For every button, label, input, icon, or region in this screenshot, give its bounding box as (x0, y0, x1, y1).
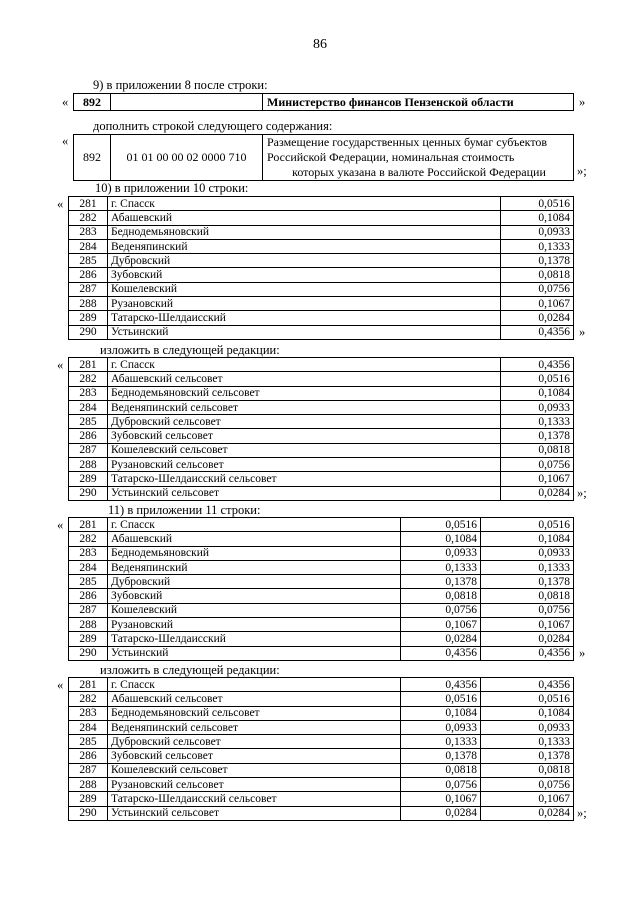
cell-name: Веденяпинский (108, 239, 501, 253)
cell-num: 290 (69, 486, 108, 500)
cell-num: 290 (69, 646, 108, 660)
cell-v2: 0,1067 (481, 792, 574, 806)
close-quote: » (579, 95, 586, 109)
cell-v2: 0,0756 (481, 778, 574, 792)
table-row (69, 518, 574, 532)
cell-v1: 0,1067 (501, 297, 574, 311)
table-row (69, 297, 574, 311)
table-row (69, 589, 574, 603)
table-row (69, 532, 574, 546)
table-row (69, 211, 574, 225)
cell-v1: 0,0933 (401, 546, 481, 560)
cell-num: 281 (69, 358, 108, 372)
close-quote: »; (577, 806, 587, 820)
table-row (69, 678, 574, 692)
cell-v2: 0,0284 (481, 632, 574, 646)
cell-name: г. Спасск (108, 678, 401, 692)
cell-name: г. Спасск (108, 358, 501, 372)
cell-num: 288 (69, 458, 108, 472)
cell-name: Устьинский сельсовет (108, 806, 401, 820)
open-quote: « (57, 197, 64, 211)
cell-v1: 0,1067 (401, 618, 481, 632)
open-quote: « (57, 518, 64, 532)
cell-v2: 0,1084 (481, 532, 574, 546)
cell-v1: 0,0516 (501, 372, 574, 386)
cell-v1: 0,0284 (401, 632, 481, 646)
cell-num: 283 (69, 706, 108, 720)
table-row (69, 443, 574, 457)
name-line: Российской Федерации, номинальная стоимость (267, 150, 515, 164)
cell-num: 285 (69, 415, 108, 429)
table-row (69, 546, 574, 560)
cell-name: Устьинский сельсовет (108, 486, 501, 500)
cell-num: 284 (69, 400, 108, 414)
open-quote: « (57, 358, 64, 372)
cell-v2: 0,0933 (481, 546, 574, 560)
table-row (69, 706, 574, 720)
table-row (69, 386, 574, 400)
cell-num: 288 (69, 618, 108, 632)
cell-v1: 0,1067 (501, 472, 574, 486)
cell-v1: 0,0933 (501, 225, 574, 239)
cell-name: г. Спасск (108, 518, 401, 532)
table-row (69, 311, 574, 325)
table-row (69, 197, 574, 211)
cell-num: 289 (69, 792, 108, 806)
cell-code: 892 (74, 135, 111, 181)
name-line: которых указана в валюте Российской Федерации (292, 165, 546, 179)
table-row (69, 632, 574, 646)
cell-name: Рузановский (108, 297, 501, 311)
page-number: 86 (313, 37, 327, 52)
table-row (69, 763, 574, 777)
cell-v1: 0,0516 (401, 518, 481, 532)
item10-redaction-heading: изложить в следующей редакции: (100, 343, 280, 357)
cell-num: 286 (69, 268, 108, 282)
cell-num: 287 (69, 443, 108, 457)
cell-name: Абашевский (108, 532, 401, 546)
item11-new-table (68, 677, 574, 821)
cell-v1: 0,4356 (501, 358, 574, 372)
cell-v2: 0,1333 (481, 560, 574, 574)
cell-name: Министерство финансов Пензенской области (263, 94, 574, 111)
cell-name (263, 135, 574, 181)
cell-kbk: 01 01 00 00 02 0000 710 (111, 135, 263, 181)
cell-v1: 0,1333 (401, 735, 481, 749)
cell-v2: 0,0516 (481, 518, 574, 532)
cell-num: 284 (69, 239, 108, 253)
cell-v1: 0,0516 (401, 692, 481, 706)
cell-v1: 0,0756 (501, 282, 574, 296)
cell-v1: 0,0818 (401, 763, 481, 777)
cell-name: Зубовский сельсовет (108, 749, 401, 763)
table-row (69, 372, 574, 386)
cell-v1: 0,0756 (401, 778, 481, 792)
cell-num: 282 (69, 211, 108, 225)
cell-name: Беднодемьяновский (108, 546, 401, 560)
cell-v2: 0,1378 (481, 749, 574, 763)
cell-num: 281 (69, 518, 108, 532)
cell-name: Рузановский (108, 618, 401, 632)
cell-num: 286 (69, 429, 108, 443)
cell-kbk (111, 94, 263, 111)
cell-name: Абашевский сельсовет (108, 692, 401, 706)
open-quote: « (62, 95, 69, 109)
table-row (69, 778, 574, 792)
cell-name: Кошелевский (108, 282, 501, 296)
table-row (69, 400, 574, 414)
cell-num: 286 (69, 589, 108, 603)
table-row (69, 692, 574, 706)
cell-num: 289 (69, 311, 108, 325)
cell-v1: 0,1333 (401, 560, 481, 574)
cell-v1: 0,0818 (501, 268, 574, 282)
table-row (69, 603, 574, 617)
cell-v2: 0,1333 (481, 735, 574, 749)
cell-v1: 0,1333 (501, 415, 574, 429)
cell-v2: 0,0818 (481, 589, 574, 603)
cell-v1: 0,1378 (501, 254, 574, 268)
cell-name: Татарско-Шелдаисский (108, 311, 501, 325)
cell-num: 283 (69, 225, 108, 239)
cell-name: Беднодемьяновский (108, 225, 501, 239)
cell-name: Зубовский сельсовет (108, 429, 501, 443)
name-line: Размещение государственных ценных бумаг субъектов (267, 135, 548, 149)
cell-v1: 0,1378 (401, 575, 481, 589)
cell-v1: 0,0516 (501, 197, 574, 211)
cell-name: Зубовский (108, 589, 401, 603)
item10-heading: 10) в приложении 10 строки: (95, 181, 249, 195)
cell-num: 289 (69, 632, 108, 646)
cell-num: 287 (69, 763, 108, 777)
cell-num: 281 (69, 678, 108, 692)
cell-name: Веденяпинский сельсовет (108, 720, 401, 734)
cell-num: 284 (69, 560, 108, 574)
cell-name: Веденяпинский сельсовет (108, 400, 501, 414)
cell-v2: 0,0284 (481, 806, 574, 820)
cell-v2: 0,1067 (481, 618, 574, 632)
cell-num: 282 (69, 372, 108, 386)
cell-v2: 0,1084 (481, 706, 574, 720)
cell-name: Татарско-Шелдаисский (108, 632, 401, 646)
cell-num: 286 (69, 749, 108, 763)
cell-v1: 0,1067 (401, 792, 481, 806)
cell-code: 892 (74, 94, 111, 111)
cell-v1: 0,4356 (501, 325, 574, 339)
table-row (69, 225, 574, 239)
table-row (69, 429, 574, 443)
table-row (69, 749, 574, 763)
cell-num: 287 (69, 282, 108, 296)
table-row (69, 239, 574, 253)
item10-old-table (68, 196, 574, 340)
cell-num: 285 (69, 575, 108, 589)
cell-num: 283 (69, 386, 108, 400)
cell-name: Кошелевский сельсовет (108, 763, 401, 777)
cell-v1: 0,1084 (401, 706, 481, 720)
table-row (69, 646, 574, 660)
table-row (69, 458, 574, 472)
table-row (69, 618, 574, 632)
cell-num: 289 (69, 472, 108, 486)
cell-num: 290 (69, 806, 108, 820)
cell-name: Рузановский сельсовет (108, 778, 401, 792)
cell-num: 282 (69, 692, 108, 706)
close-quote: »; (577, 486, 587, 500)
table-row (69, 268, 574, 282)
cell-v1: 0,1084 (401, 532, 481, 546)
cell-name: Устьинский (108, 325, 501, 339)
cell-num: 285 (69, 254, 108, 268)
cell-v2: 0,0818 (481, 763, 574, 777)
cell-v1: 0,4356 (401, 646, 481, 660)
cell-num: 288 (69, 297, 108, 311)
table-row (74, 94, 574, 111)
cell-num: 287 (69, 603, 108, 617)
cell-name: Татарско-Шелдаисский сельсовет (108, 472, 501, 486)
cell-v1: 0,0933 (501, 400, 574, 414)
table-row (69, 720, 574, 734)
cell-v1: 0,1333 (501, 239, 574, 253)
cell-name: Татарско-Шелдаисский сельсовет (108, 792, 401, 806)
cell-name: Дубровский (108, 254, 501, 268)
item11-heading: 11) в приложении 11 строки: (108, 503, 261, 517)
cell-v1: 0,0284 (501, 311, 574, 325)
cell-num: 290 (69, 325, 108, 339)
cell-v1: 0,0756 (401, 603, 481, 617)
item9-new-row-table (73, 134, 574, 181)
cell-num: 284 (69, 720, 108, 734)
close-quote: » (579, 325, 586, 339)
item10-new-table (68, 357, 574, 501)
cell-name: Веденяпинский (108, 560, 401, 574)
cell-v1: 0,0818 (401, 589, 481, 603)
cell-v2: 0,1378 (481, 575, 574, 589)
close-quote: » (579, 646, 586, 660)
item9-add-heading: дополнить строкой следующего содержания: (93, 119, 333, 133)
cell-v2: 0,0933 (481, 720, 574, 734)
cell-v1: 0,0284 (401, 806, 481, 820)
table-row (69, 792, 574, 806)
cell-name: Дубровский сельсовет (108, 735, 401, 749)
table-row (74, 135, 574, 181)
cell-name: г. Спасск (108, 197, 501, 211)
table-row (69, 575, 574, 589)
table-row (69, 325, 574, 339)
cell-v1: 0,1084 (501, 386, 574, 400)
cell-v1: 0,1378 (401, 749, 481, 763)
item9-existing-row-table (73, 93, 574, 111)
table-row (69, 486, 574, 500)
cell-v2: 0,0516 (481, 692, 574, 706)
open-quote: « (57, 678, 64, 692)
cell-v1: 0,4356 (401, 678, 481, 692)
item11-old-table (68, 517, 574, 661)
cell-num: 288 (69, 778, 108, 792)
table-row (69, 415, 574, 429)
cell-v1: 0,1378 (501, 429, 574, 443)
cell-num: 282 (69, 532, 108, 546)
table-row (69, 254, 574, 268)
cell-name: Рузановский сельсовет (108, 458, 501, 472)
cell-v1: 0,0818 (501, 443, 574, 457)
cell-v1: 0,0756 (501, 458, 574, 472)
cell-name: Дубровский сельсовет (108, 415, 501, 429)
table-row (69, 560, 574, 574)
close-quote: »; (577, 164, 587, 178)
open-quote: « (62, 134, 69, 148)
item11-redaction-heading: изложить в следующей редакции: (100, 663, 280, 677)
cell-name: Зубовский (108, 268, 501, 282)
cell-name: Абашевский (108, 211, 501, 225)
cell-v2: 0,0756 (481, 603, 574, 617)
table-row (69, 282, 574, 296)
cell-v2: 0,4356 (481, 646, 574, 660)
cell-name: Кошелевский (108, 603, 401, 617)
cell-num: 281 (69, 197, 108, 211)
item9-heading: 9) в приложении 8 после строки: (93, 78, 268, 92)
cell-name: Беднодемьяновский сельсовет (108, 386, 501, 400)
cell-v1: 0,1084 (501, 211, 574, 225)
cell-name: Дубровский (108, 575, 401, 589)
cell-num: 285 (69, 735, 108, 749)
cell-name: Кошелевский сельсовет (108, 443, 501, 457)
cell-v2: 0,4356 (481, 678, 574, 692)
table-row (69, 735, 574, 749)
table-row (69, 472, 574, 486)
cell-v1: 0,0284 (501, 486, 574, 500)
cell-name: Абашевский сельсовет (108, 372, 501, 386)
cell-num: 283 (69, 546, 108, 560)
cell-name: Устьинский (108, 646, 401, 660)
table-row (69, 358, 574, 372)
cell-v1: 0,0933 (401, 720, 481, 734)
table-row (69, 806, 574, 820)
cell-name: Беднодемьяновский сельсовет (108, 706, 401, 720)
